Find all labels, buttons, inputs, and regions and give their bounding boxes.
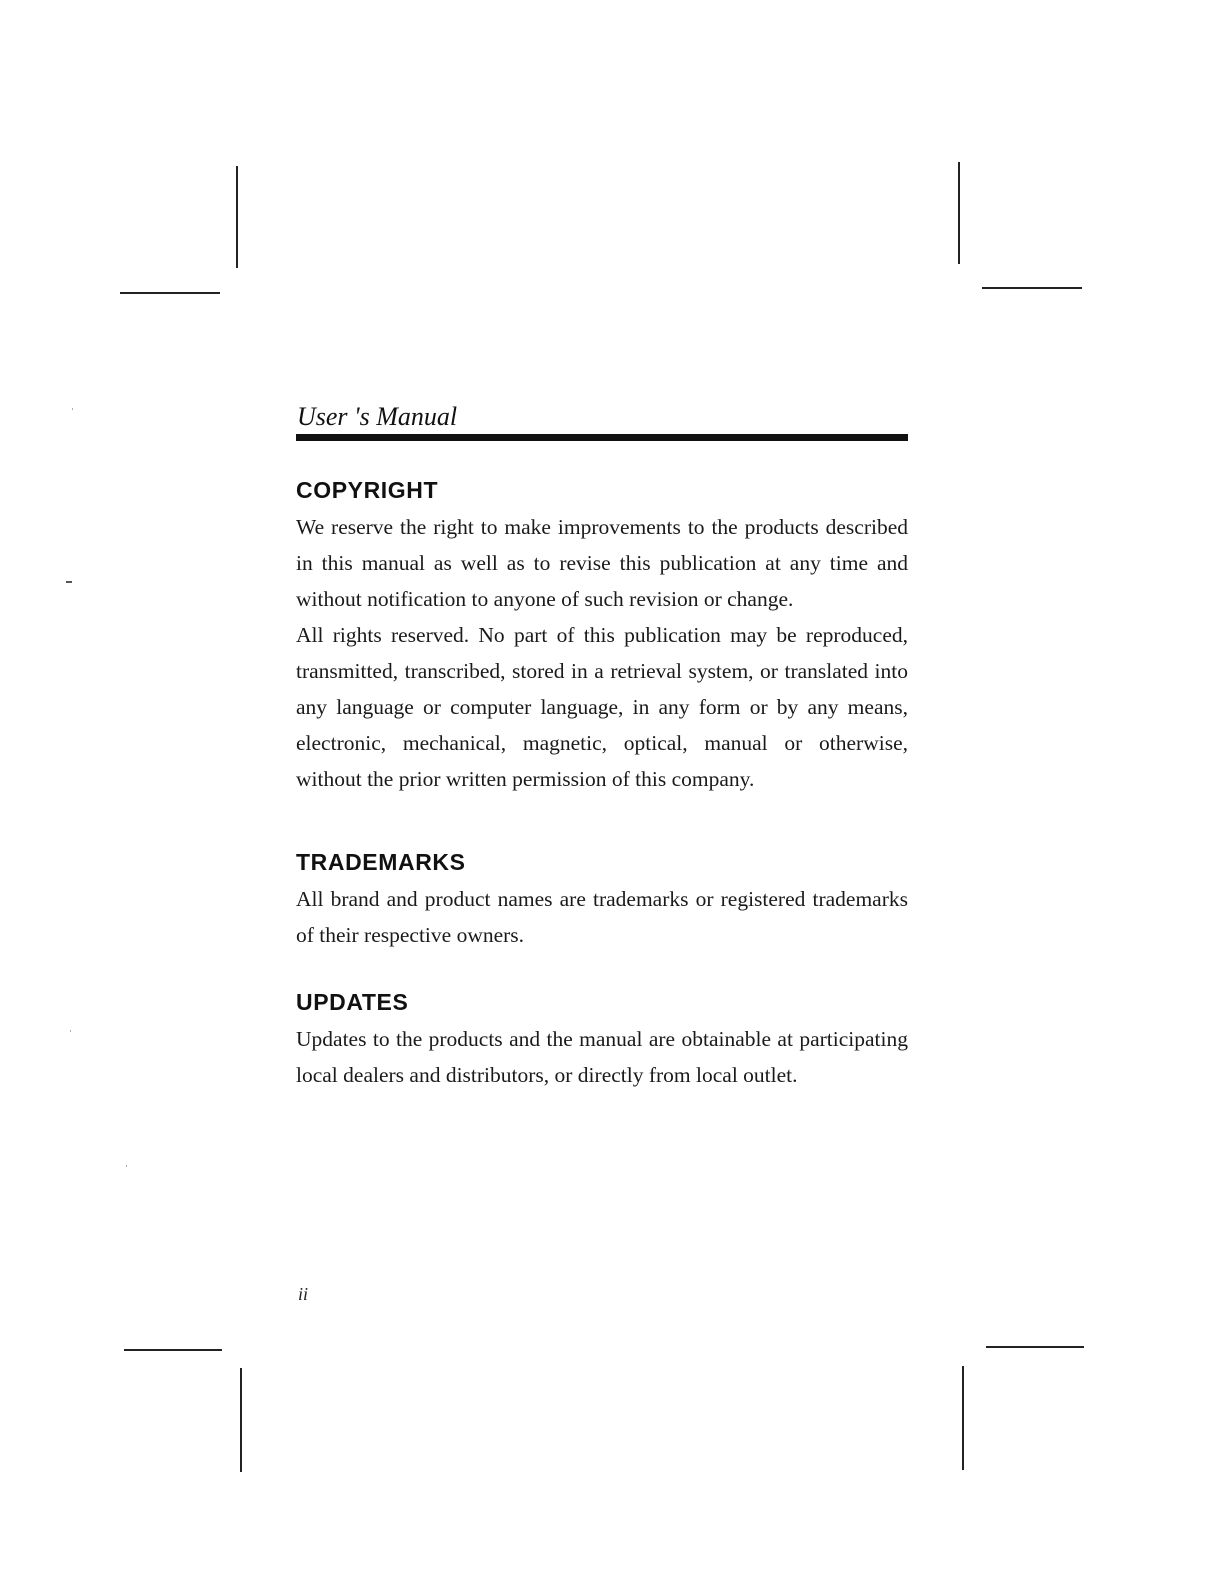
header-rule — [296, 434, 908, 441]
page-number: ii — [298, 1284, 309, 1304]
section-updates — [296, 987, 908, 1093]
crop-mark-bottom-right-vertical — [962, 1366, 964, 1470]
crop-mark-bottom-right-horizontal — [986, 1346, 1084, 1348]
crop-mark-top-right-vertical — [958, 162, 960, 264]
section-title: TRADEMARKS — [296, 849, 466, 875]
paragraph: We reserve the right to make improvements to the products described in this manual as well as to revise this publication at any time and without notification to anyone of such revision or change. — [296, 515, 908, 611]
scan-speck — [70, 1030, 71, 1032]
section-title: UPDATES — [296, 989, 409, 1015]
crop-mark-bottom-left-horizontal — [124, 1349, 222, 1351]
crop-mark-top-left-vertical — [236, 166, 238, 268]
crop-mark-bottom-left-vertical — [240, 1368, 242, 1472]
crop-mark-top-right-horizontal — [982, 287, 1082, 289]
scan-speck — [66, 581, 72, 583]
crop-mark-top-left-horizontal — [120, 292, 220, 294]
paragraph: All brand and product names are trademarks or registered trademarks of their respective owners. — [296, 887, 908, 947]
section-title: COPYRIGHT — [296, 477, 439, 503]
section-copyright — [296, 475, 908, 797]
scan-speck — [126, 1165, 127, 1167]
page-content — [296, 400, 908, 1093]
running-head-title: User 's Manual — [297, 402, 458, 431]
section-trademarks — [296, 847, 908, 953]
paragraph: Updates to the products and the manual are obtainable at participating local dealers and distributors, or directly from local outlet. — [296, 1027, 908, 1087]
scan-speck — [72, 408, 73, 410]
paragraph: All rights reserved. No part of this publication may be reproduced, transmitted, transcribed, stored in a retrieval system, or translated into any language or computer language, in any form or by any means, electronic, mechanical, magnetic, optical, manual or otherwise, without the prior written permission of this company. — [296, 623, 908, 791]
